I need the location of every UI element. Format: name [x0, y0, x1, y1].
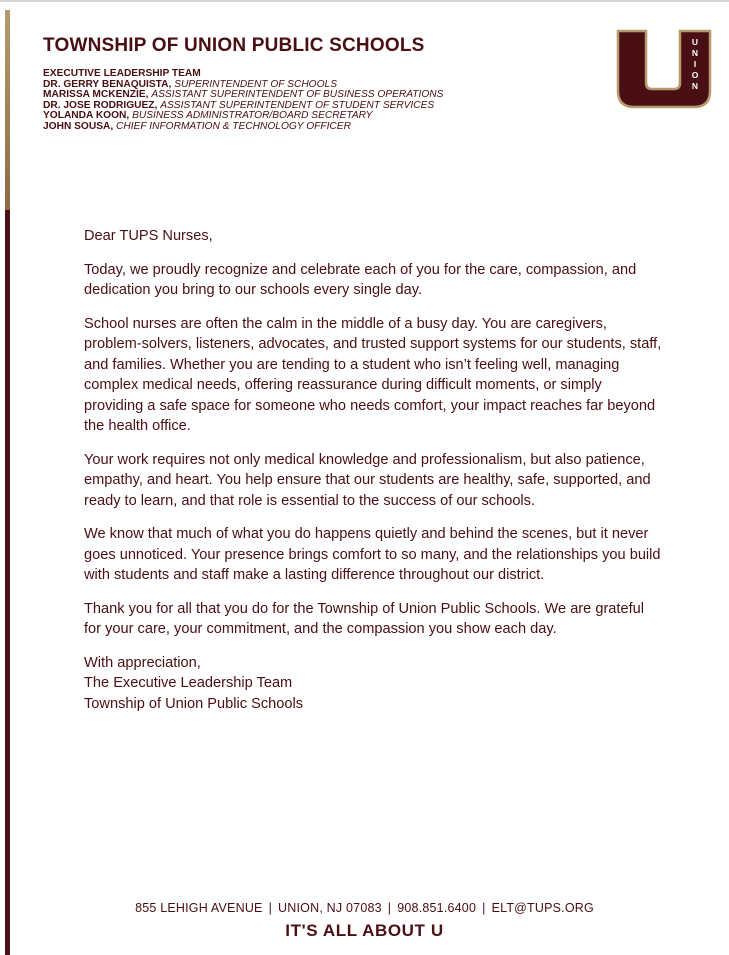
leader-name: DR. GERRY BENAQUISTA,	[43, 78, 172, 90]
salutation: Dear TUPS Nurses,	[84, 228, 213, 244]
logo-letter: O	[691, 70, 699, 80]
logo-letter: N	[691, 81, 699, 91]
city-state-zip: UNION, NJ 07083	[278, 901, 382, 915]
leadership-block	[43, 69, 443, 133]
logo-letter: U	[691, 37, 699, 47]
leader-name: YOLANDA KOON,	[43, 110, 130, 122]
leader-role: ASSISTANT SUPERINTENDENT OF BUSINESS OPERATIONS	[151, 89, 444, 101]
paragraph: Today, we proudly recognize and celebrate each of you for the care, compassion, and dedication you bring to our schools every single day.	[84, 261, 637, 298]
paragraph: Thank you for all that you do for the Township of Union Public Schools. We are grateful for your care, your commitment, and the compassion you show each day.	[84, 600, 645, 637]
side-accent-bar-maroon	[5, 210, 10, 955]
signature-line: Township of Union Public Schools	[84, 695, 304, 712]
paragraph: Your work requires not only medical knowledge and professionalism, but also patience, empathy, and heart. You help ensure that our students are healthy, safe, supported, and ready to learn, and that role is essential to the success of our schools.	[84, 451, 651, 509]
team-heading: EXECUTIVE LEADERSHIP TEAM	[43, 68, 201, 79]
footer-address: 855 LEHIGH AVENUE | UNION, NJ 07083 | 908.851.6400 | ELT@TUPS.ORG	[135, 901, 594, 915]
org-title: TOWNSHIP OF UNION PUBLIC SCHOOLS	[43, 35, 425, 56]
signature-line: The Executive Leadership Team	[84, 675, 293, 691]
paragraph: School nurses are often the calm in the middle of a busy day. You are caregivers, problem-solvers, listeners, advocates, and trusted support systems for our students, staff, and families. Whether you are tending to a student who isn’t feeling well, managing complex medical needs, offering reassurance during difficult moments, or simply providing a safe space for someone who needs comfort, your impact reaches far beyond the health office.	[84, 315, 662, 434]
logo-letter: N	[691, 48, 699, 58]
signature-block	[84, 653, 664, 715]
leader-name: MARISSA MCKENZIE,	[43, 89, 149, 101]
logo-letter: I	[693, 59, 697, 69]
street-address: 855 LEHIGH AVENUE	[135, 901, 263, 915]
paragraph: We know that much of what you do happens quietly and behind the scenes, but it never goes unnoticed. Your presence brings comfort to so many, and the relationships you build with students and staff make a lasting difference throughout our district.	[84, 526, 661, 583]
leader-name: JOHN SOUSA,	[43, 120, 114, 132]
leader-role: BUSINESS ADMINISTRATOR/BOARD SECRETARY	[132, 110, 373, 122]
union-u-logo	[616, 29, 712, 109]
phone-number: 908.851.6400	[397, 901, 477, 915]
leader-5	[43, 122, 443, 133]
tagline: IT'S ALL ABOUT U	[285, 921, 444, 940]
email-address: ELT@TUPS.ORG	[491, 901, 594, 915]
letter-body	[84, 226, 664, 727]
leader-name: DR. JOSE RODRIGUEZ,	[43, 99, 158, 111]
closing: With appreciation,	[84, 654, 201, 671]
top-rule	[0, 0, 729, 2]
side-accent-bar-gold	[5, 10, 10, 210]
leader-role: SUPERINTENDENT OF SCHOOLS	[174, 78, 337, 90]
leader-role: CHIEF INFORMATION & TECHNOLOGY OFFICER	[116, 120, 351, 132]
leader-role: ASSISTANT SUPERINTENDENT OF STUDENT SERVICES	[160, 99, 435, 111]
